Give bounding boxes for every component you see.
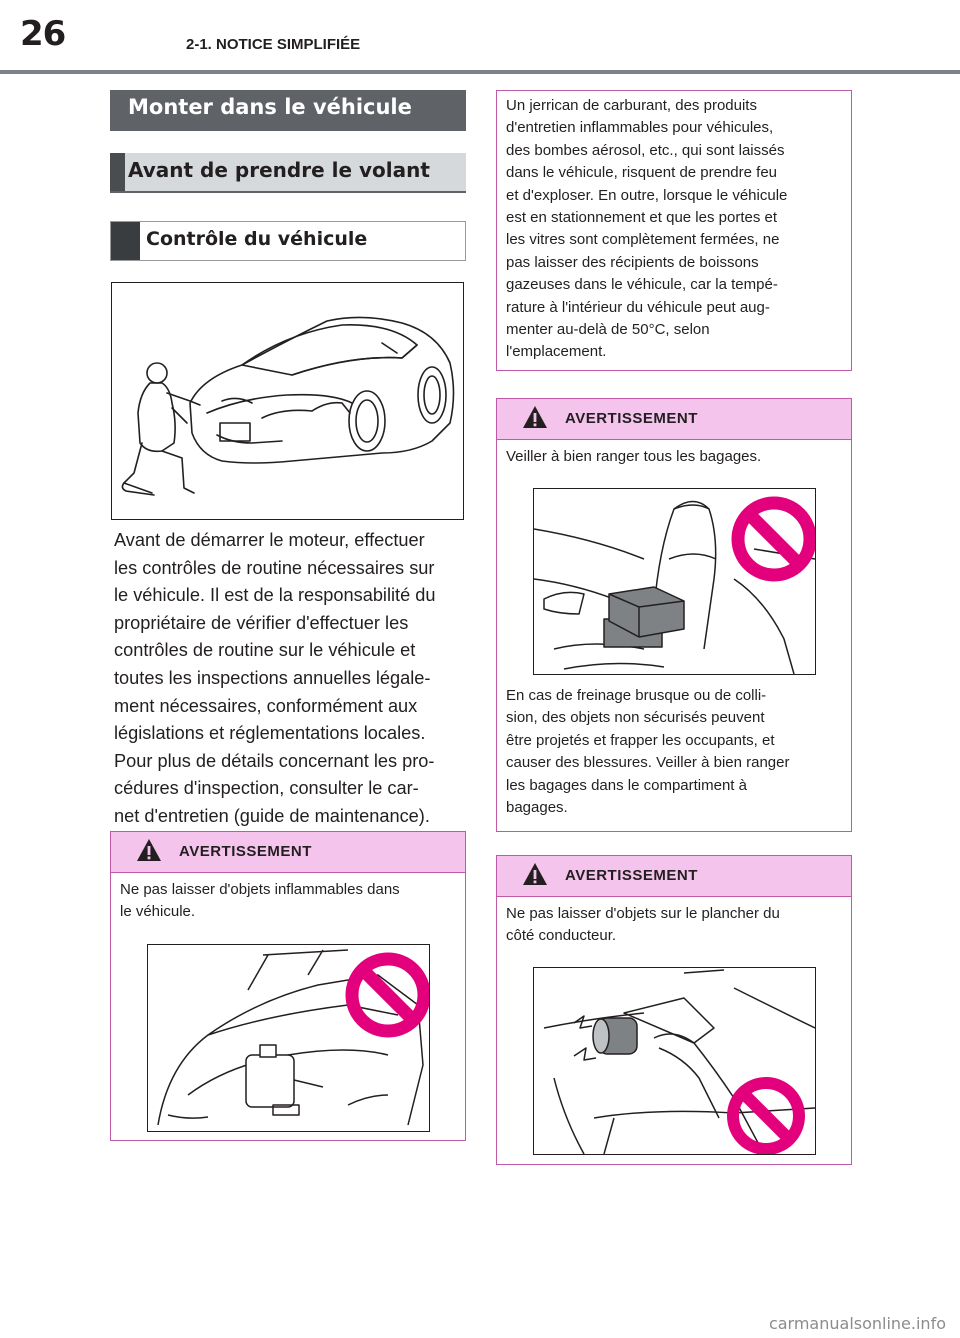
subsection-heading — [110, 153, 466, 193]
text-line: des bombes aérosol, etc., qui sont laissés — [506, 141, 785, 159]
topic-heading-text: Contrôle du véhicule — [146, 228, 368, 250]
warning-header — [497, 856, 851, 897]
prohibition-icon — [352, 959, 424, 1031]
warning-text — [506, 903, 780, 948]
text-line: et d'exploser. En outre, lorsque le véhicule — [506, 186, 788, 204]
text-line: Ne pas laisser d'objets inflammables dans — [120, 881, 400, 898]
text-line: propriétaire de vérifier d'effectuer les — [114, 612, 409, 633]
footer-watermark: carmanualsonline.info — [768, 1314, 946, 1333]
text-line: cédures d'inspection, consulter le car- — [114, 778, 419, 799]
text-line: rature à l'intérieur du véhicule peut aug- — [506, 298, 770, 316]
warning-title: AVERTISSEMENT — [565, 867, 698, 884]
text-line: Un jerrican de carburant, des produits — [506, 97, 757, 114]
text-line: législations et réglementations locales. — [114, 723, 426, 744]
warning-title: AVERTISSEMENT — [565, 410, 698, 427]
text-line: ment nécessaires, conformément aux — [114, 695, 418, 716]
heading-bar — [111, 222, 140, 260]
text-line: côté conducteur. — [506, 927, 617, 945]
subsection-heading-text: Avant de prendre le volant — [128, 158, 430, 182]
header-rule — [0, 70, 960, 74]
driver-floor-object-illustration — [533, 967, 816, 1155]
text-line: d'entretien inflammables pour véhicules, — [506, 119, 774, 137]
section-heading: Monter dans le véhicule — [110, 90, 466, 131]
warning-triangle-icon — [136, 837, 162, 863]
text-line: Pour plus de détails concernant les pro- — [114, 750, 435, 771]
topic-heading — [110, 221, 466, 261]
text-line: Veiller à bien ranger tous les bagages. — [506, 448, 762, 465]
prohibition-icon — [738, 503, 810, 575]
text-line: causer des blessures. Veiller à bien ranger — [506, 754, 790, 772]
warning-triangle-icon — [522, 404, 548, 430]
text-line: bagages. — [506, 799, 568, 817]
text-line: les bagages dans le compartiment à — [506, 776, 747, 794]
text-line: contrôles de routine sur le véhicule et — [114, 640, 416, 661]
page-number: 26 — [20, 14, 66, 54]
text-line: les contrôles de routine nécessaires sur — [114, 557, 435, 578]
note-text — [506, 95, 787, 364]
text-line: dans le véhicule, risquent de prendre feu — [506, 164, 778, 182]
text-line: toutes les inspections annuelles légale- — [114, 667, 431, 688]
warning-header — [111, 832, 465, 873]
warning-box — [496, 398, 852, 832]
text-line: le véhicule. — [120, 903, 196, 921]
text-line: menter au-delà de 50°C, selon — [506, 321, 710, 339]
warning-text — [506, 446, 761, 468]
text-line: est en stationnement et que les portes et — [506, 209, 778, 227]
warning-title: AVERTISSEMENT — [179, 843, 312, 860]
text-line: le véhicule. Il est de la responsabilité du — [114, 585, 436, 606]
car-inspection-illustration — [111, 282, 464, 520]
text-line: l'emplacement. — [506, 343, 607, 361]
warning-text — [506, 685, 790, 819]
text-line: net d'entretien (guide de maintenance). — [114, 805, 430, 826]
text-line: sion, des objets non sécurisés peuvent — [506, 709, 765, 727]
chapter-title: 2-1. NOTICE SIMPLIFIÉE — [186, 36, 361, 53]
body-paragraph — [114, 527, 474, 831]
text-line: En cas de freinage brusque ou de colli- — [506, 687, 767, 704]
text-line: pas laisser des récipients de boissons — [506, 253, 759, 271]
heading-bar — [110, 153, 125, 191]
warning-triangle-icon — [522, 861, 548, 887]
warning-box — [496, 855, 852, 1165]
text-line: être projetés et frapper les occupants, et — [506, 731, 775, 749]
text-line: Avant de démarrer le moteur, effectuer — [114, 530, 425, 550]
warning-text — [120, 879, 400, 924]
text-line: Ne pas laisser d'objets sur le plancher du — [506, 905, 780, 922]
note-box — [496, 90, 852, 371]
text-line: gazeuses dans le véhicule, car la tempé- — [506, 276, 778, 294]
warning-header — [497, 399, 851, 440]
trunk-fuel-can-illustration — [147, 944, 430, 1132]
luggage-on-seat-illustration — [533, 488, 816, 675]
text-line: les vitres sont complètement fermées, ne — [506, 231, 780, 249]
warning-box — [110, 831, 466, 1141]
